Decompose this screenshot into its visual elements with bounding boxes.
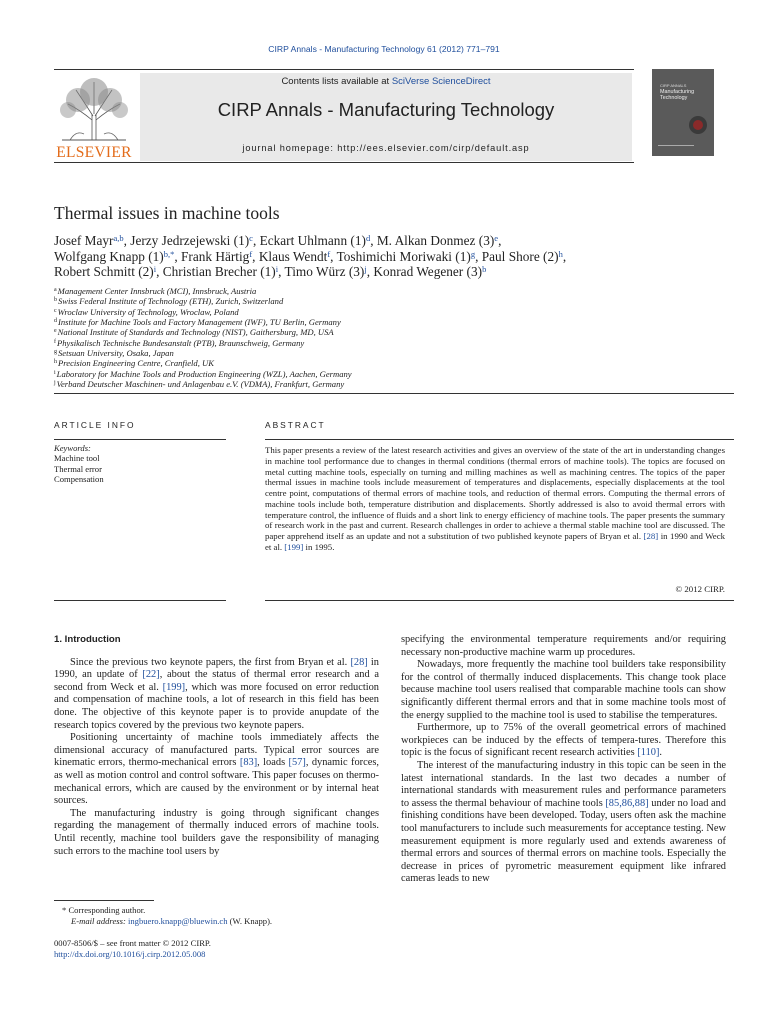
author-affiliation-mark[interactable]: b,* (163, 248, 175, 259)
affiliation (54, 296, 654, 306)
affiliation-text: Wroclaw University of Technology, Wroclaw, Poland (57, 306, 239, 317)
abstract-text: This paper presents a review of the latest research activities and gives an overview of the state of the art in understanding changes in machine tool performance due to changes in thermal conditions (thermal errors of machine tools). The topics are focused on metal cutting machine tools, especially on turning and milling machines as well as machining centres. The topics of the paper thermal issues in machine tools include measurement of temperatures and displacements, especially displacements at the tool centre point, computations of thermal errors of machine tools, and reduction of thermal errors. Computing the thermal errors of machine tools include both, temperature distribution and displacements. Shortly addressed is also to avoid thermal errors with temperature control, the influence of fluids and a short link to energy efficiency of machine tools. The paper presents the summary of research work in the past and current. Research challenges in order to achieve a thermal stable machine tool are discussed. The paper apprehend itself as an update and not a substitution of two published keynote papers of Bryan et al. [28] in 1990 and Weck et al. [199] in 1995. (265, 445, 725, 552)
affiliation-text: National Institute of Standards and Technology (NIST), Gaithersburg, MD, USA (57, 327, 334, 338)
paper-title: Thermal issues in machine tools (54, 203, 280, 223)
author-affiliation-mark[interactable]: e (494, 233, 499, 243)
article-info-rule (54, 439, 226, 440)
author-affiliation-mark[interactable]: i (153, 264, 157, 275)
author-affiliation-mark[interactable]: h (558, 248, 563, 259)
cover-small-label: CIRP ANNALS (660, 83, 687, 88)
affiliation (54, 307, 654, 317)
author-name: Frank Härtig (181, 248, 250, 264)
paragraph-text: . (659, 747, 663, 759)
footnote-rule (54, 900, 154, 901)
paragraph (401, 722, 726, 760)
affiliation (54, 317, 654, 327)
author-affiliation-mark[interactable]: f (327, 248, 331, 259)
affiliation-mark: i (54, 369, 56, 376)
affiliation (54, 369, 654, 379)
issn-line: 0007-8506/$ – see front matter © 2012 CIRP. (54, 938, 211, 948)
email-link[interactable]: ingbuero.knapp@bluewin.ch (127, 915, 228, 926)
author-affiliation-mark[interactable]: b (482, 264, 487, 275)
homepage-link[interactable]: http://ees.elsevier.com/cirp/default.asp (337, 143, 530, 153)
keyword: Thermal error (54, 463, 102, 474)
footnote-corresponding: * Corresponding author. (62, 905, 146, 915)
author-name: Christian Brecher (1) (162, 264, 276, 280)
author-name: Jerzy Jedrzejewski (1) (130, 233, 250, 248)
keyword: Machine tool (54, 453, 100, 464)
contents-line: Contents lists available at SciVerse ScienceDirect (281, 76, 491, 87)
author-affiliation-mark[interactable]: i (275, 264, 279, 275)
affiliation-text: Laboratory for Machine Tools and Production Engineering (WZL), Aachen, Germany (56, 368, 352, 379)
paragraph-text: Since the previous two keynote papers, the first from Bryan et al. (70, 656, 351, 668)
author-name: Robert Schmitt (2) (54, 264, 154, 280)
body-column-left (54, 634, 379, 858)
affiliation (54, 327, 654, 337)
header-bottom-rule (54, 162, 634, 163)
reference-link[interactable]: [110] (637, 747, 660, 759)
affiliation-mark: a (54, 287, 57, 293)
paragraph (54, 657, 379, 733)
footnote-email: E-mail address: ingbuero.knapp@bluewin.ch (W. Knapp). (71, 915, 273, 926)
affiliation-mark: e (54, 328, 57, 335)
author-affiliation-mark[interactable]: c (249, 233, 253, 243)
author-name: Paul Shore (2) (481, 248, 559, 264)
author-name: Eckart Uhlmann (1) (259, 233, 366, 248)
affiliation-mark: h (54, 359, 57, 366)
paragraph-text: under no load and finishing conditions have been developed. Today, users often ask the machine tool manufacturers to include such measurements for acceptance testing. New measurement equipment is more regularly used and extends awareness of thermal errors and sources of thermal errors on machine tools. Especially the decrease in prices of pyrometric measurement equipment like infrared cameras leads to new (401, 797, 726, 885)
header-top-rule (54, 69, 634, 70)
info-separator-rule (54, 393, 734, 394)
affiliation-text: Verband Deutscher Maschinen- und Anlagenbau e.V. (VDMA), Frankfurt, Germany (56, 379, 345, 390)
paragraph-text: , about the status of thermal error research and a second from Weck et al. (54, 669, 379, 693)
author-affiliation-mark[interactable]: d (365, 233, 371, 243)
affiliation-mark: g (54, 349, 57, 356)
paragraph: The manufacturing industry is going through significant changes regarding the management of thermally induced errors of machine tools. Until recently, machine tool builders gave the responsibility of managing such errors to the machine tool users by (54, 807, 379, 857)
abstract-bottom-rule (265, 600, 734, 601)
journal-citation[interactable]: CIRP Annals - Manufacturing Technology 61 (2012) 771–791 (268, 44, 500, 54)
paragraph-text: , dynamic forces, as well as motion control and control software. This paper focuses on thermo-mechanical errors, which are caused by the environment or by internal heat sources. (54, 757, 379, 807)
affiliation (54, 348, 654, 358)
author-name: Konrad Wegener (3) (373, 264, 483, 280)
paragraph-text: , which was more focused on error reduction and compensation of machine tools, a lot of research in this field has been done. The objective of this keynote paper is to provide anupdate of the research topics covered by the previous two keynote papers. (54, 681, 379, 731)
section-title: 1. Introduction (54, 634, 121, 645)
author-affiliation-mark[interactable]: j (364, 264, 367, 275)
author-name: Toshimichi Moriwaki (1) (336, 248, 471, 264)
affiliation (54, 286, 654, 296)
paragraph: specifying the environmental temperature requirements and/or requiring necessary non-productive machine warm up procedures. (401, 634, 726, 658)
front-matter (54, 938, 211, 959)
cover-emblem-icon (686, 113, 710, 137)
reference-link[interactable]: [85,86,88] (605, 797, 649, 809)
journal-title: CIRP Annals - Manufacturing Technology (217, 99, 555, 120)
reference-link[interactable]: [199] (284, 541, 304, 552)
affiliation-mark: b (54, 297, 57, 304)
keywords-block (54, 443, 104, 484)
keyword: Compensation (54, 473, 104, 484)
abstract-rule (265, 439, 734, 440)
author-name: Timo Würz (3) (284, 264, 365, 280)
author-name: M. Alkan Donmez (3) (376, 233, 495, 248)
cover-title: Manufacturing Technology (660, 89, 695, 101)
affiliation-mark: c (54, 307, 57, 314)
author-name: Josef Mayr (54, 233, 114, 248)
abstract-copyright: © 2012 CIRP. (675, 584, 725, 594)
reference-link[interactable]: [57] (288, 757, 306, 769)
affiliation (54, 358, 654, 368)
sciencedirect-link[interactable]: SciVerse ScienceDirect (391, 76, 491, 87)
paragraph (401, 760, 726, 886)
article-info-bottom-rule (54, 600, 226, 601)
article-info-heading: ARTICLE INFO (54, 420, 136, 430)
affiliation-text: Institute for Machine Tools and Factory Management (IWF), TU Berlin, Germany (58, 317, 341, 328)
paragraph-text: in 1990, an update of (54, 656, 380, 681)
reference-link[interactable]: [22] (142, 669, 160, 681)
affiliation-text: Physikalisch Technische Bundesanstalt (PTB), Braunschweig, Germany (57, 337, 305, 348)
footnote (54, 905, 272, 926)
reference-link[interactable]: [83] (239, 757, 258, 769)
author-affiliation-mark[interactable]: f (249, 248, 253, 259)
reference-link[interactable]: [28] (643, 531, 659, 541)
affiliation-text: Swiss Federal Institute of Technology (ETH), Zurich, Switzerland (58, 296, 284, 307)
affiliation-mark: f (54, 338, 56, 345)
affiliation-text: Setsuan University, Osaka, Japan (58, 348, 174, 359)
affiliation (54, 338, 654, 348)
elsevier-tree-logo-icon (54, 74, 134, 142)
author-name: Wolfgang Knapp (1) (54, 248, 164, 264)
keywords-label: Keywords: (54, 443, 91, 453)
affiliation-text: Management Center Innsbruck (MCI), Innsbruck, Austria (57, 286, 257, 296)
author-list: Josef Mayr$^{a,b}$, Jerzy Jedrzejewski $(1)^c$, Eckart Uhlmann $(1)^d$, M. Alkan Donmez $(3)^e$, Wolfgang Knapp $(1)^{b,*}$, Frank Härtig$^f$, Klaus Wendt$^f$, Toshimichi Moriwaki $(1)^g$, Paul Shore $(2)^h$, Robert Schmitt $(2)^i$, Christian Brecher $(1)^i$, Timo Würz $(3)^j$, Konrad Wegener $(3)^b$ (54, 233, 567, 280)
affiliation-mark: j (54, 380, 56, 387)
affiliation-mark: d (54, 318, 57, 325)
cover-rule (658, 145, 694, 146)
paragraph: Nowadays, more frequently the machine tool builders take responsibility for the control of thermally induced displacements. This change took place because machine tool users realised that comparable machine tools can show significantly different thermal errors and that in some machine tools most of the energy supplied to the machine tool is used to stabilise the temperatures. (401, 659, 726, 721)
journal-cover-thumbnail[interactable] (652, 69, 714, 156)
journal-homepage: journal homepage: http://ees.elsevier.com/cirp/default.asp (242, 143, 530, 153)
abstract-heading: ABSTRACT (265, 420, 326, 430)
author-affiliation-mark[interactable]: a,b (113, 233, 124, 243)
reference-link[interactable]: [199] (162, 681, 186, 693)
affiliation-text: Precision Engineering Centre, Cranfield, UK (58, 358, 214, 369)
paragraph-text: Positioning uncertainty of machine tools immediately affects the dimensional accuracy of manufactured parts. Typical error sources are kinematic errors, thermo-mechanical errors (54, 732, 379, 769)
affiliation-list (54, 286, 654, 389)
author-name: Klaus Wendt (258, 248, 328, 264)
body-column-right (401, 634, 726, 886)
affiliation (54, 379, 654, 389)
doi-link[interactable]: http://dx.doi.org/10.1016/j.cirp.2012.05.008 (54, 948, 206, 959)
paragraph-text: The interest of the manufacturing industry in this topic can be seen in the latest international standards. In the last two decades a number of international standards with measurement rules and performance parameters to assess the thermal behaviour of machine tools (401, 759, 726, 809)
paragraph-text: , loads (257, 757, 289, 769)
author-affiliation-mark[interactable]: g (470, 248, 476, 259)
reference-link[interactable]: [28] (350, 656, 368, 668)
paragraph (54, 732, 379, 808)
paragraph-text: Furthermore, up to 75% of the overall geometrical errors of machined workpieces can be induced by the effects of tempera-tures. Therefore this topic is the focus of significant recent research activities (401, 722, 726, 759)
elsevier-logo-text: ELSEVIER (56, 144, 132, 161)
